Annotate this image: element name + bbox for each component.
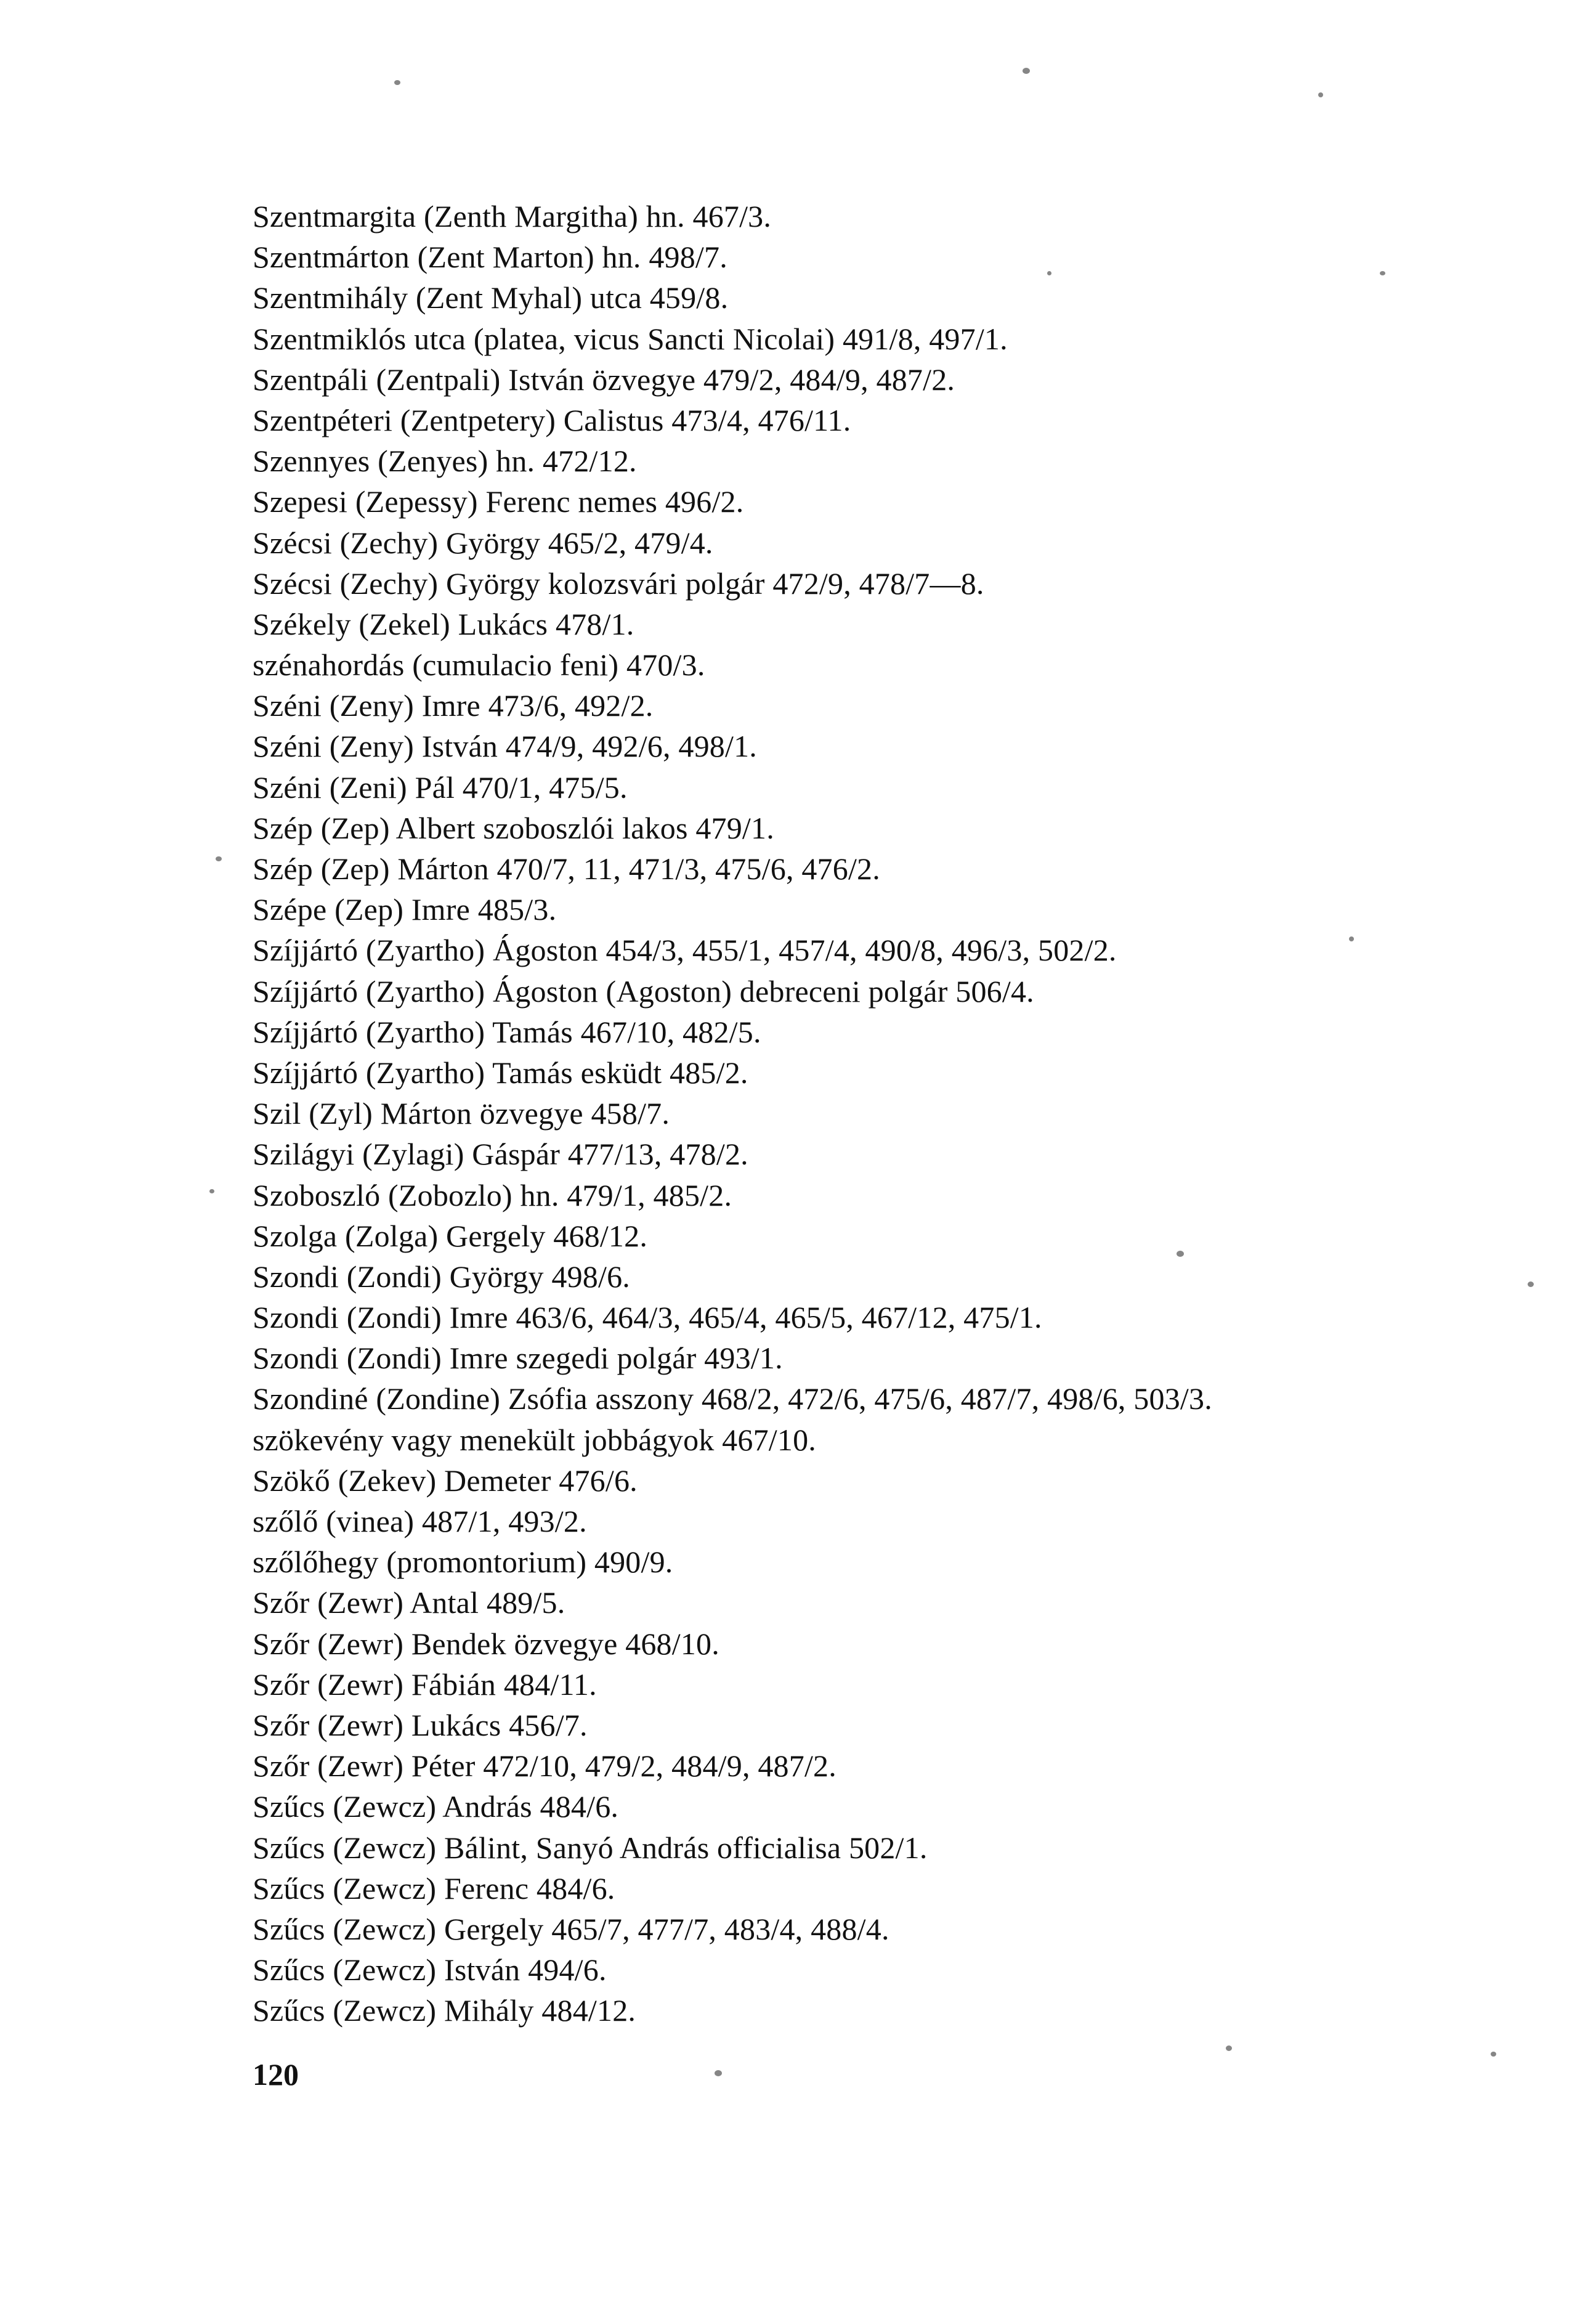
index-entry: Széni (Zeni) Pál 470/1, 475/5. [253,770,628,805]
index-entry: Szondi (Zondi) György 498/6. [253,1259,630,1294]
index-list [253,196,1521,2031]
index-entry: szénahordás (cumulacio feni) 470/3. [253,648,705,683]
print-speckle [1528,1281,1534,1287]
print-speckle [1226,2045,1232,2051]
index-entry: Szűcs (Zewcz) Ferenc 484/6. [253,1870,615,1906]
index-entry: Szűcs (Zewcz) Gergely 465/7, 477/7, 483/4, 488/4. [253,1911,889,1946]
index-entry: Szőr (Zewr) Antal 489/5. [253,1585,565,1620]
index-entry: Szűcs (Zewcz) Mihály 484/12. [253,1993,636,2028]
print-speckle [209,1189,214,1193]
index-entry: Szűcs (Zewcz) István 494/6. [253,1952,607,1988]
index-entry: Szíjjártó (Zyartho) Tamás esküdt 485/2. [253,1055,748,1090]
index-entry: Szűcs (Zewcz) András 484/6. [253,1789,619,1824]
print-speckle [715,2070,722,2076]
index-entry: Szűcs (Zewcz) Bálint, Sanyó András officialisa 502/1. [253,1830,928,1865]
index-entry: Szökő (Zekev) Demeter 476/6. [253,1463,638,1498]
index-entry: Szíjjártó (Zyartho) Tamás 467/10, 482/5. [253,1014,761,1049]
index-entry: Szoboszló (Zobozlo) hn. 479/1, 485/2. [253,1177,732,1212]
index-entry: Szécsi (Zechy) György 465/2, 479/4. [253,525,713,560]
index-entry: Szepesi (Zepessy) Ferenc nemes 496/2. [253,484,744,519]
index-entry: Szőr (Zewr) Fábián 484/11. [253,1667,597,1702]
index-entry: Szép (Zep) Márton 470/7, 11, 471/3, 475/6, 476/2. [253,851,880,886]
index-entry: Szil (Zyl) Márton özvegye 458/7. [253,1096,670,1131]
index-entry: szökevény vagy menekült jobbágyok 467/10. [253,1422,816,1457]
print-speckle [216,856,222,861]
index-entry: Szentpáli (Zentpali) István özvegye 479/2, 484/9, 487/2. [253,362,955,397]
index-entry: Széni (Zeny) Imre 473/6, 492/2. [253,688,654,723]
index-entry: szőlőhegy (promontorium) 490/9. [253,1545,673,1580]
print-speckle [1318,92,1323,97]
index-entry: Szentmihály (Zent Myhal) utca 459/8. [253,280,729,315]
index-entry: Szondi (Zondi) Imre szegedi polgár 493/1. [253,1341,783,1376]
index-entry: Szondi (Zondi) Imre 463/6, 464/3, 465/4, 465/5, 467/12, 475/1. [253,1300,1042,1335]
index-entry: szőlő (vinea) 487/1, 493/2. [253,1504,587,1538]
index-entry: Szentmargita (Zenth Margitha) hn. 467/3. [253,199,772,234]
index-entry: Szennyes (Zenyes) hn. 472/12. [253,444,637,479]
print-speckle [1491,2052,1496,2057]
print-speckle [1023,68,1030,74]
index-entry: Szőr (Zewr) Bendek özvegye 468/10. [253,1626,719,1661]
index-entry: Szécsi (Zechy) György kolozsvári polgár 472/9, 478/7—8. [253,566,984,601]
index-entry: Szőr (Zewr) Péter 472/10, 479/2, 484/9, 487/2. [253,1749,836,1784]
index-entry: Szolga (Zolga) Gergely 468/12. [253,1218,648,1253]
index-entry: Szíjjártó (Zyartho) Ágoston 454/3, 455/1, 457/4, 490/8, 496/3, 502/2. [253,933,1117,968]
index-entry: Széni (Zeny) István 474/9, 492/6, 498/1. [253,729,757,764]
page-number: 120 [253,2057,299,2092]
index-entry: Szép (Zep) Albert szoboszlói lakos 479/1. [253,810,774,845]
index-entry: Szentmárton (Zent Marton) hn. 498/7. [253,240,727,275]
index-entry: Szondiné (Zondine) Zsófia asszony 468/2, 472/6, 475/6, 487/7, 498/6, 503/3. [253,1381,1212,1416]
index-entry: Szíjjártó (Zyartho) Ágoston (Agoston) debreceni polgár 506/4. [253,973,1034,1009]
index-entry: Székely (Zekel) Lukács 478/1. [253,606,634,641]
index-entry: Szépe (Zep) Imre 485/3. [253,892,557,927]
index-entry: Szőr (Zewr) Lukács 456/7. [253,1707,588,1742]
print-speckle [394,80,400,85]
index-entry: Szentmiklós utca (platea, vicus Sancti Nicolai) 491/8, 497/1. [253,321,1008,356]
index-entry: Szentpéteri (Zentpetery) Calistus 473/4, 476/11. [253,402,851,437]
index-entry: Szilágyi (Zylagi) Gáspár 477/13, 478/2. [253,1137,748,1172]
